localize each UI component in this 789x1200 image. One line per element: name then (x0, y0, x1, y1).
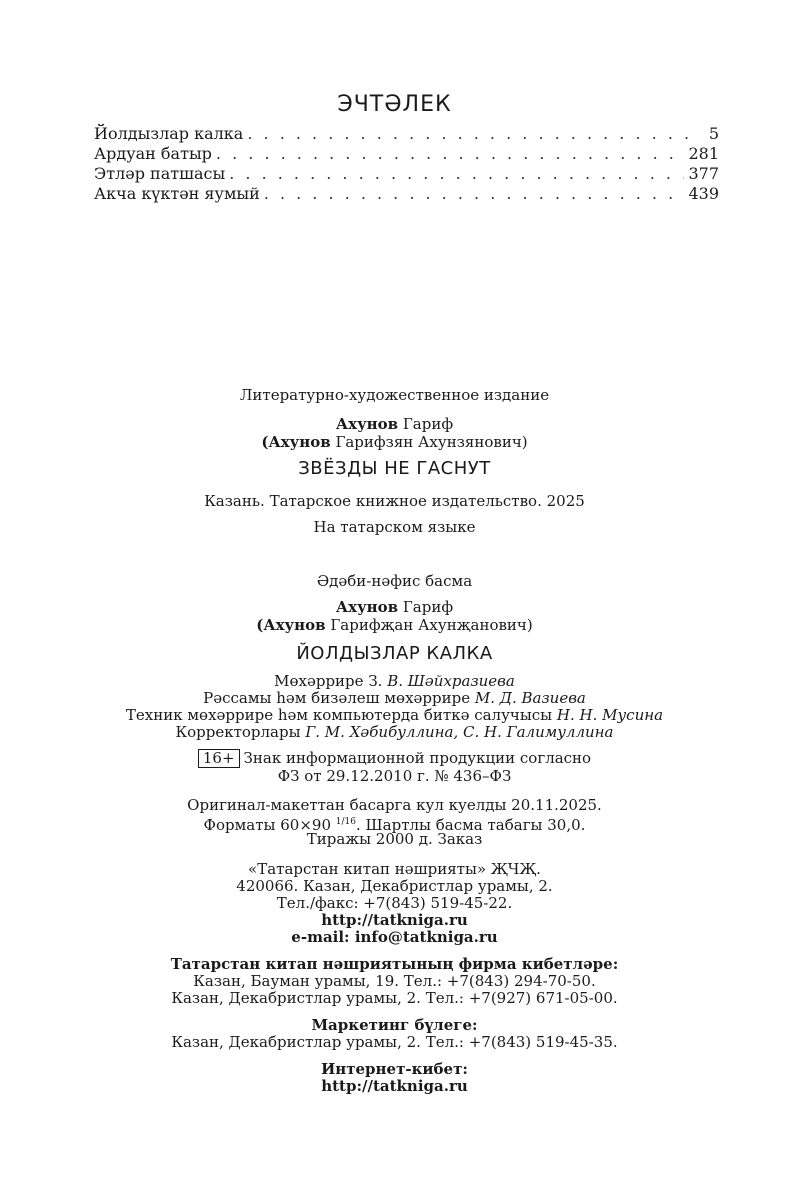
toc-entry (94, 144, 719, 164)
credit-role: Рәссамы һәм бизәлеш мөхәррире (203, 689, 471, 707)
credit-name: Н. Н. Мусина (556, 706, 664, 724)
stores-heading: Татарстан китап нәшриятының фирма кибетләре: (170, 955, 619, 973)
toc-leader-dots (216, 144, 685, 164)
ru-author-name: Гариф (402, 415, 454, 433)
toc-entry (94, 184, 719, 204)
publisher-phone: Тел./факс: +7(843) 519-45-22. (276, 894, 513, 912)
toc-entry-title: Этләр патшасы (94, 164, 226, 183)
toc-title: ЭЧТӘЛЕК (337, 92, 452, 117)
credit-name: В. Шәйхразиева (387, 672, 515, 690)
format-fraction: 1/16 (335, 817, 356, 827)
credit-initial: З. (368, 672, 383, 690)
tt-author-full-surname: (Ахунов (256, 616, 326, 634)
tt-book-title: ЙОЛДЫЗЛАР КАЛКА (296, 643, 493, 664)
ru-author-full-rest: Гарифзян Ахунзянович) (335, 433, 528, 451)
credit-role: Корректорлары (175, 723, 301, 741)
age-rating-line (0, 749, 789, 768)
tt-credit-proofreaders (0, 723, 789, 741)
tt-credit-artist (0, 689, 789, 707)
online-shop-url: http://tatkniga.ru (321, 1077, 468, 1095)
toc-entry (94, 124, 719, 144)
tt-credit-editor (0, 672, 789, 690)
credit-role: Техник мөхәррире һәм компьютерда биткә салучысы (125, 706, 553, 724)
tt-author-line (0, 598, 789, 616)
toc-entry-page: 5 (708, 124, 719, 143)
ru-author-full-surname: (Ахунов (261, 433, 331, 451)
table-of-contents (94, 124, 719, 204)
tt-credit-technical (0, 706, 789, 724)
ru-author-surname: Ахунов (335, 415, 399, 433)
credit-role: Мөхәррире (274, 672, 364, 690)
age-rating-law: ФЗ от 29.12.2010 г. № 436–ФЗ (277, 767, 512, 785)
ru-author-line (0, 415, 789, 433)
toc-entry-page: 281 (688, 144, 719, 163)
toc-entry (94, 164, 719, 184)
print-run: Тиражы 2000 д. Заказ (306, 830, 483, 848)
tt-edition-type: Әдәби-нәфис басма (316, 572, 473, 590)
publisher-website: http://tatkniga.ru (321, 911, 468, 929)
tt-author-name: Гариф (402, 598, 454, 616)
marketing-address: Казан, Декабристлар урамы, 2. Тел.: +7(843) 519-45-35. (171, 1033, 618, 1051)
format-suffix: . Шартлы басма табагы 30,0. (356, 816, 586, 834)
store-address: Казан, Бауман урамы, 19. Тел.: +7(843) 294-70-50. (193, 972, 596, 990)
toc-leader-dots (264, 184, 685, 204)
toc-entry-title: Ардуан батыр (94, 144, 212, 163)
format-prefix: Форматы 60×90 (203, 816, 331, 834)
publisher-name: «Татарстан китап нәшрияты» ҖЧҖ. (248, 860, 541, 878)
ru-language-note: На татарском языке (313, 518, 476, 536)
ru-edition-type: Литературно-художественное издание (239, 386, 550, 404)
tt-author-full-line (0, 616, 789, 634)
ru-author-full-line (0, 433, 789, 451)
toc-entry-title: Акча күктән яумый (94, 184, 260, 203)
toc-entry-page: 439 (688, 184, 719, 203)
toc-leader-dots (247, 124, 689, 144)
toc-entry-page: 377 (688, 164, 719, 183)
store-address: Казан, Декабристлар урамы, 2. Тел.: +7(927) 671-05-00. (171, 989, 618, 1007)
ru-book-title: ЗВЁЗДЫ НЕ ГАСНУТ (298, 458, 491, 479)
tt-author-full-rest: Гарифҗан Ахунҗанович) (330, 616, 533, 634)
age-rating-note: Знак информационной продукции согласно (243, 749, 592, 767)
age-rating-badge: 16+ (198, 749, 240, 768)
publisher-email: e-mail: info@tatkniga.ru (291, 928, 498, 946)
publisher-address: 420066. Казан, Декабристлар урамы, 2. (236, 877, 553, 895)
marketing-heading: Маркетинг бүлеге: (311, 1016, 478, 1034)
toc-leader-dots (229, 164, 684, 184)
toc-entry-title: Йолдызлар калка (94, 124, 244, 143)
online-shop-heading: Интернет-кибет: (321, 1060, 468, 1078)
tt-author-surname: Ахунов (335, 598, 399, 616)
credit-name: М. Д. Вазиева (474, 689, 586, 707)
print-signed: Оригинал-макеттан басарга кул куелды 20.11.2025. (187, 796, 602, 814)
ru-publisher-line: Казань. Татарское книжное издательство. 2025 (204, 492, 585, 510)
credit-name: Г. М. Хәбибуллина, С. Н. Галимуллина (305, 723, 614, 741)
